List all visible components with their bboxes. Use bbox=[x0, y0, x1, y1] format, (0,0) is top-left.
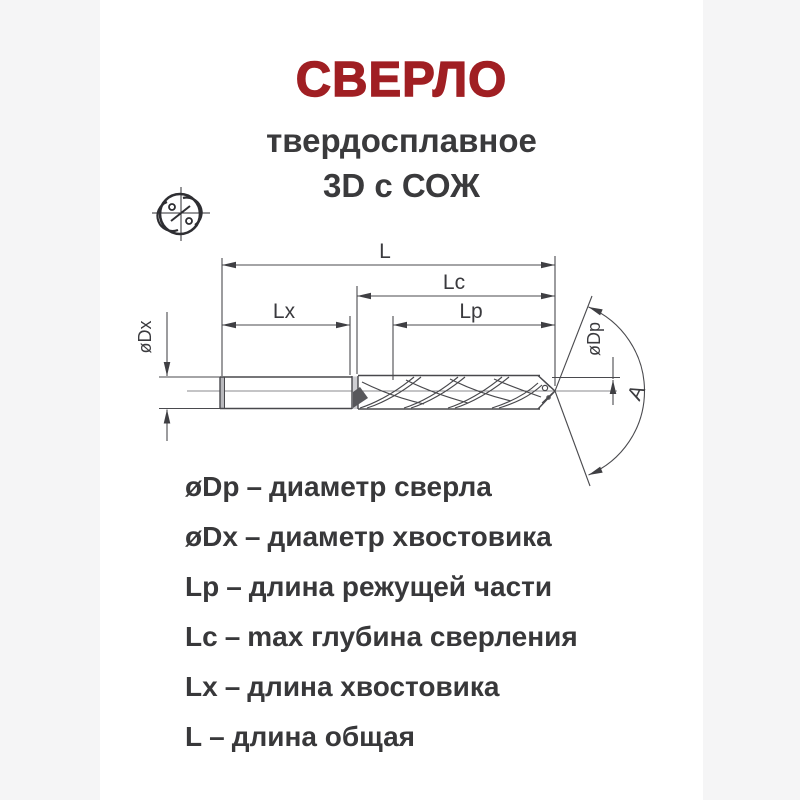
legend-term: Lp bbox=[185, 571, 220, 602]
legend-description: max глубина сверления bbox=[247, 621, 578, 652]
subtitle bbox=[100, 118, 703, 208]
legend-description: диаметр хвостовика bbox=[267, 521, 552, 552]
drill-point bbox=[538, 376, 555, 410]
dimensions bbox=[159, 256, 645, 486]
legend-description: диаметр сверла bbox=[269, 471, 492, 502]
legend-term: øDp bbox=[185, 471, 240, 502]
legend-description: длина режущей части bbox=[248, 571, 553, 602]
legend-item-dp bbox=[185, 462, 665, 512]
label-point-angle: A bbox=[623, 381, 650, 405]
legend bbox=[185, 462, 665, 762]
subtitle-line-2: 3D с СОЖ bbox=[323, 167, 480, 204]
legend-term: Lx bbox=[185, 671, 218, 702]
legend-dash: – bbox=[244, 521, 261, 552]
legend-item-lx bbox=[185, 662, 665, 712]
subtitle-line-1: твердосплавное bbox=[266, 122, 537, 159]
legend-item-lp bbox=[185, 562, 665, 612]
label-drill-diameter: øDp bbox=[584, 321, 604, 357]
legend-term: Lc bbox=[185, 621, 218, 652]
legend-item-dx bbox=[185, 512, 665, 562]
label-flute-length: Lp bbox=[459, 300, 483, 323]
label-overall-length: L bbox=[379, 240, 391, 263]
legend-description: длина хвостовика bbox=[247, 671, 500, 702]
end-view-coolant-hole-2 bbox=[186, 218, 192, 224]
legend-description: длина общая bbox=[231, 721, 415, 752]
legend-item-l bbox=[185, 712, 665, 762]
legend-dash: – bbox=[224, 621, 241, 652]
label-shank-length: Lx bbox=[272, 300, 296, 323]
page-title: СВЕРЛО bbox=[295, 53, 508, 107]
header bbox=[100, 52, 703, 208]
drill-fluted-part bbox=[353, 376, 542, 410]
legend-dash: – bbox=[209, 721, 225, 752]
point-coolant-hole-1 bbox=[542, 385, 547, 390]
drill-body bbox=[187, 376, 617, 410]
legend-term: L bbox=[185, 721, 203, 752]
label-max-drilling-depth: Lc bbox=[442, 271, 466, 294]
drill-shank bbox=[220, 377, 352, 409]
label-shank-diameter: øDx bbox=[135, 320, 155, 354]
legend-dash: – bbox=[224, 671, 241, 702]
legend-dash: – bbox=[246, 471, 263, 502]
legend-item-lc bbox=[185, 612, 665, 662]
legend-term: øDx bbox=[185, 521, 238, 552]
legend-dash: – bbox=[226, 571, 242, 602]
flute-spirals bbox=[360, 377, 542, 408]
